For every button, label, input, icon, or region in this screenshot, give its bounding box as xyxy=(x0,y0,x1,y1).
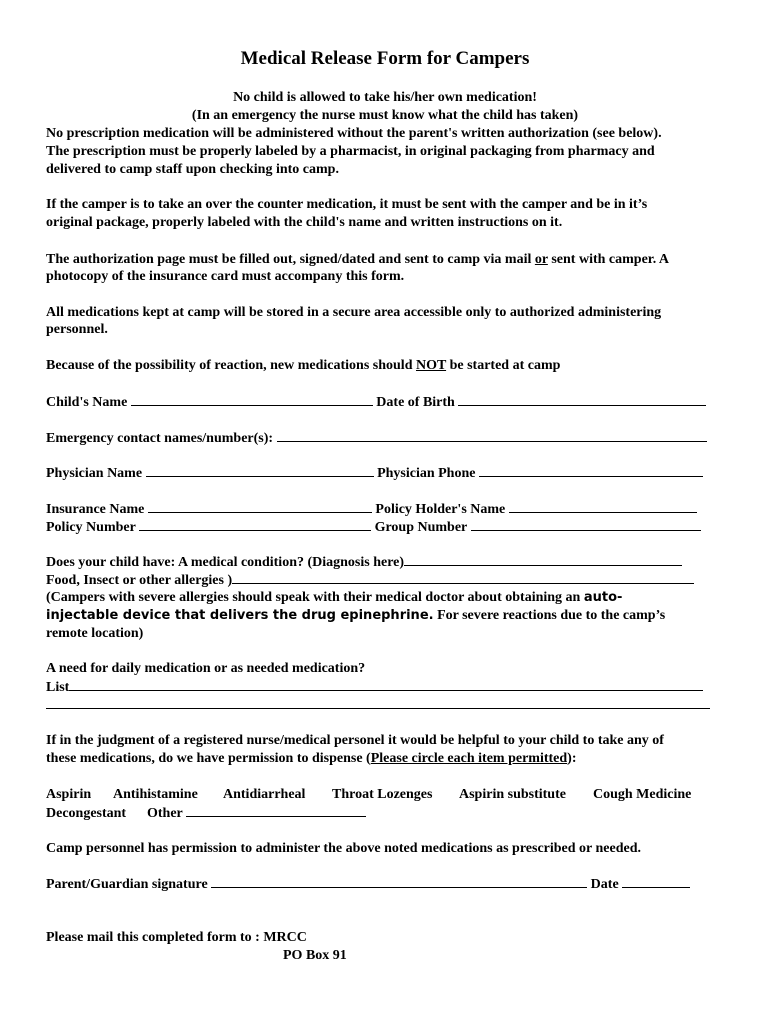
insurance-name-label: Insurance Name xyxy=(46,502,145,517)
emergency-field[interactable] xyxy=(277,429,707,442)
condition-row xyxy=(46,553,682,572)
physician-phone-field[interactable] xyxy=(479,464,703,477)
other-med-field[interactable] xyxy=(186,804,366,817)
reaction-text-a: Because of the possibility of reaction, new medications should xyxy=(46,358,416,373)
allergy-note-line-1 xyxy=(46,589,622,607)
policy-holder-label: Policy Holder's Name xyxy=(375,502,506,517)
mail-org: MRCC xyxy=(263,930,307,945)
allergies-label: Food, Insect or other allergies ) xyxy=(46,573,233,588)
judgment-text-a: these medications, do we have permission to dispense ( xyxy=(46,751,371,766)
storage-line-2: personnel. xyxy=(46,322,108,337)
policy-number-label: Policy Number xyxy=(46,520,136,535)
intro-line-1: No child is allowed to take his/her own medication! xyxy=(233,90,537,105)
signature-field[interactable] xyxy=(211,875,587,888)
allergies-field[interactable] xyxy=(232,571,694,584)
child-name-field[interactable] xyxy=(131,393,373,406)
auth-text-a: The authorization page must be filled out, signed/dated and sent to camp via mail xyxy=(46,252,535,267)
signature-row xyxy=(46,875,690,894)
list-field[interactable] xyxy=(69,678,703,691)
med-aspirin[interactable]: Aspirin xyxy=(46,787,92,802)
physician-phone-label: Physician Phone xyxy=(377,466,476,481)
mail-po-box: PO Box 91 xyxy=(283,948,347,963)
dob-label: Date of Birth xyxy=(376,395,455,410)
reaction-line xyxy=(46,357,560,375)
intro-line-4: The prescription must be properly labeled by a pharmacist, in original packaging from pharmacy and xyxy=(46,144,655,159)
auth-or: or xyxy=(534,252,548,267)
list-field-2[interactable] xyxy=(46,696,710,709)
judgment-circle-note: Please circle each item permitted xyxy=(370,751,568,766)
auth-text-b: sent with camper. A xyxy=(547,252,670,267)
otc-line-2: original package, properly labeled with the child's name and written instructions on it. xyxy=(46,215,563,230)
group-number-label: Group Number xyxy=(374,520,468,535)
condition-label: Does your child have: A medical condition? (Diagnosis here) xyxy=(46,555,405,570)
auth-line-2: photocopy of the insurance card must accompany this form. xyxy=(46,269,405,284)
intro-line-2: (In an emergency the nurse must know what the child has taken) xyxy=(191,108,579,123)
policy-row xyxy=(46,518,701,537)
child-name-label: Child's Name xyxy=(46,395,128,410)
condition-field[interactable] xyxy=(404,553,682,566)
auth-line-1 xyxy=(46,251,669,269)
judgment-line-1: If in the judgment of a registered nurse/medical personel it would be helpful to your child to take any of xyxy=(46,733,664,748)
med-cough-medicine[interactable]: Cough Medicine xyxy=(593,787,692,802)
emergency-row xyxy=(46,429,707,448)
mail-label: Please mail this completed form to : xyxy=(46,930,260,945)
med-decongestant[interactable]: Decongestant xyxy=(46,806,127,821)
storage-line-1: All medications kept at camp will be stored in a secure area accessible only to authorized administering xyxy=(46,305,662,320)
physician-name-label: Physician Name xyxy=(46,466,143,481)
intro-line-5: delivered to camp staff upon checking into camp. xyxy=(46,162,339,177)
mail-row xyxy=(46,929,307,947)
allergies-row xyxy=(46,571,694,590)
form-title: Medical Release Form for Campers xyxy=(240,48,530,69)
physician-name-field[interactable] xyxy=(146,464,374,477)
child-name-row xyxy=(46,393,706,412)
insurance-name-field[interactable] xyxy=(148,500,372,513)
med-other[interactable]: Other xyxy=(147,806,183,821)
date-label: Date xyxy=(590,877,619,892)
med-aspirin-substitute[interactable]: Aspirin substitute xyxy=(459,787,566,802)
reaction-text-b: be started at camp xyxy=(446,358,561,373)
epinephrine-text: injectable device that delivers the drug epinephrine. xyxy=(46,608,434,623)
policy-holder-field[interactable] xyxy=(509,500,697,513)
meds-row-2 xyxy=(46,804,366,823)
med-throat-lozenges[interactable]: Throat Lozenges xyxy=(332,787,433,802)
insurance-row xyxy=(46,500,697,519)
reaction-not: NOT xyxy=(415,358,447,373)
judgment-line-2 xyxy=(46,750,577,768)
allergy-note-auto: auto- xyxy=(583,590,623,605)
date-field[interactable] xyxy=(622,875,690,888)
permission-statement: Camp personnel has permission to administer the above noted medications as prescribed or needed. xyxy=(46,841,642,856)
meds-row-1 xyxy=(46,786,691,804)
list-row xyxy=(46,678,703,697)
allergy-note-line-2 xyxy=(46,607,665,625)
med-antihistamine[interactable]: Antihistamine xyxy=(113,787,198,802)
daily-med-question: A need for daily medication or as needed medication? xyxy=(46,661,366,676)
policy-number-field[interactable] xyxy=(139,518,371,531)
list-label: List xyxy=(46,680,70,695)
allergy-note-line-3: remote location) xyxy=(46,626,144,641)
physician-row xyxy=(46,464,703,483)
intro-line-3: No prescription medication will be administered without the parent's written authorization (see below). xyxy=(46,126,662,141)
group-number-field[interactable] xyxy=(471,518,701,531)
emergency-label: Emergency contact names/number(s): xyxy=(46,431,274,446)
otc-line-1: If the camper is to take an over the counter medication, it must be sent with the camper and be in it’s xyxy=(46,197,648,212)
allergy-note-a: (Campers with severe allergies should speak with their medical doctor about obtaining an xyxy=(46,590,584,605)
allergy-note-b: For severe reactions due to the camp’s xyxy=(433,608,666,623)
signature-label: Parent/Guardian signature xyxy=(46,877,208,892)
judgment-text-b: ): xyxy=(567,751,577,766)
list-row-2 xyxy=(46,696,710,715)
med-antidiarrheal[interactable]: Antidiarrheal xyxy=(223,787,306,802)
dob-field[interactable] xyxy=(458,393,706,406)
